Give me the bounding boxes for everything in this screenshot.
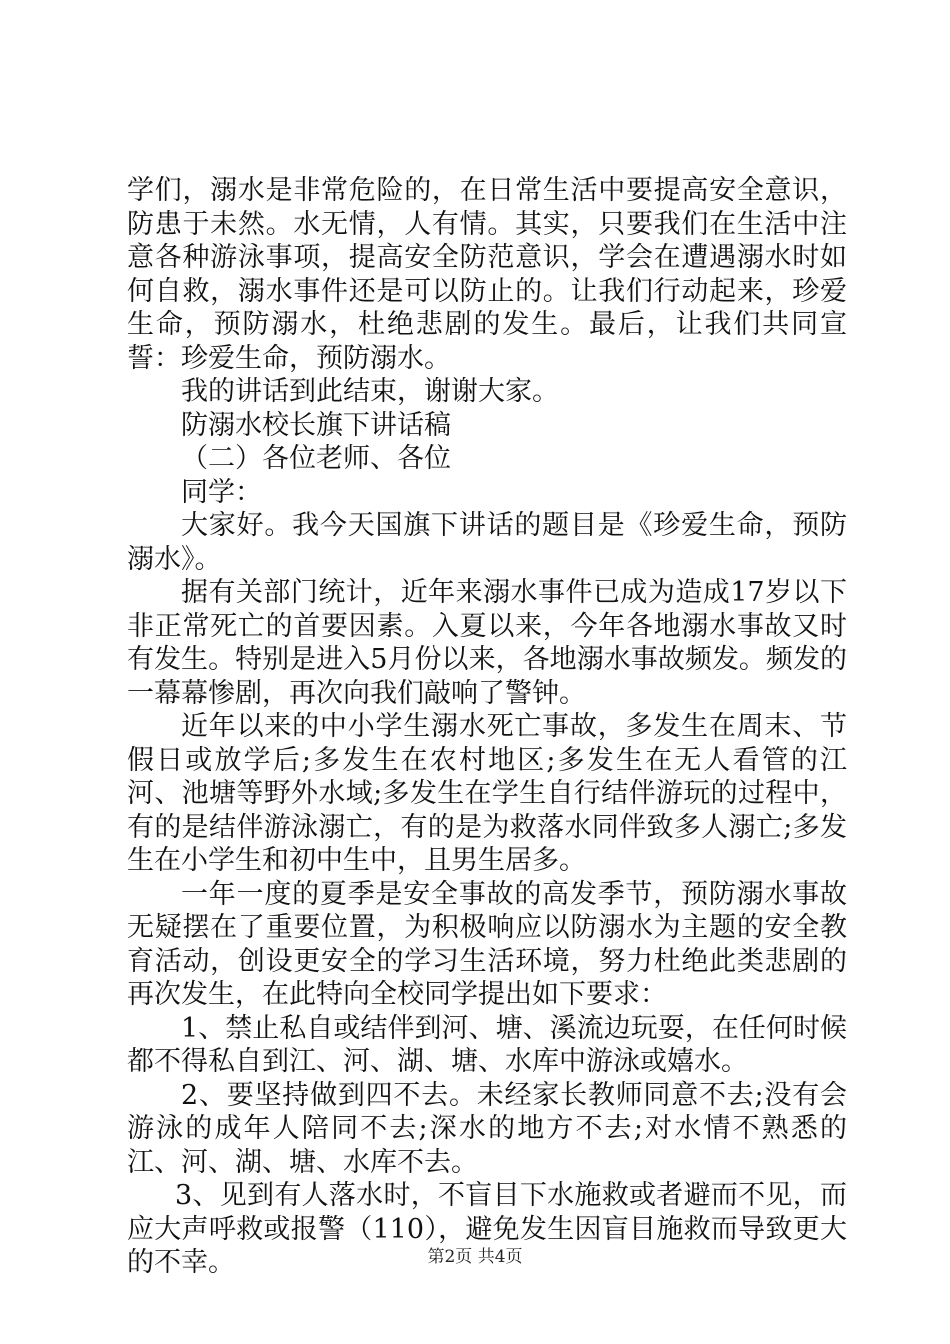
section-subtitle: （二）各位老师、各位: [181, 443, 451, 474]
section-title: 防溺水校长旗下讲话稿: [181, 409, 451, 441]
paragraph-greeting: 大家好。我今天国旗下讲话的题目是《珍爱生命，预防溺水》。: [127, 510, 847, 575]
paragraph-closing: 学们，溺水是非常危险的，在日常生活中要提高安全意识，防患于未然。水无情，人有情。其实，只要我们在生活中注意各种游泳事项，提高安全防范意识，学会在遭遇溺水时如何自救，溺水事件还是可以防止的。让我们行动起来，珍爱生命，预防溺水，杜绝悲剧的发生。最后，让我们共同宣誓：珍爱生命，预防溺水。: [127, 175, 847, 374]
list-item-1: 1、禁止私自或结伴到河、塘、溪流边玩耍，在任何时候都不得私自到江、河、湖、塘、水库中游泳或嬉水。: [127, 1012, 847, 1077]
list-item-3: 3、见到有人落水时，不盲目下水施救或者避而不见，而应大声呼救或报警（110），避免发生因盲目施救而导致更大的不幸。: [127, 1180, 847, 1278]
paragraph-summer: 一年一度的夏季是安全事故的高发季节，预防溺水事故无疑摆在了重要位置，为积极响应以防溺水为主题的安全教育活动，创设更安全的学习生活环境，努力杜绝此类悲剧的再次发生，在此特向全校同学提出如下要求：: [127, 878, 847, 1010]
salutation: 同学：: [181, 476, 262, 508]
paragraph-statistics: 据有关部门统计，近年来溺水事件已成为造成17岁以下非正常死亡的首要因素。入夏以来，今年各地溺水事故又时有发生。特别是进入5月份以来，各地溺水事故频发。频发的一幕幕惨剧，再次向我们敲响了警钟。: [127, 577, 847, 709]
paragraph-thanks: 我的讲话到此结束，谢谢大家。: [181, 376, 559, 407]
page-number: 第2页 共4页: [427, 1247, 523, 1267]
paragraph-incidents: 近年以来的中小学生溺水死亡事故，多发生在周末、节假日或放学后;多发生在农村地区;多发生在无人看管的江河、池塘等野外水域;多发生在学生自行结伴游玩的过程中，有的是结伴游泳溺亡，有的是为救落水同伴致多人溺亡;多发生在小学生和初中生中，且男生居多。: [127, 711, 847, 876]
list-item-2: 2、要坚持做到四不去。未经家长教师同意不去;没有会游泳的成年人陪同不去;深水的地方不去;对水情不熟悉的江、河、湖、塘、水库不去。: [127, 1079, 847, 1178]
document-body: [127, 174, 847, 1280]
